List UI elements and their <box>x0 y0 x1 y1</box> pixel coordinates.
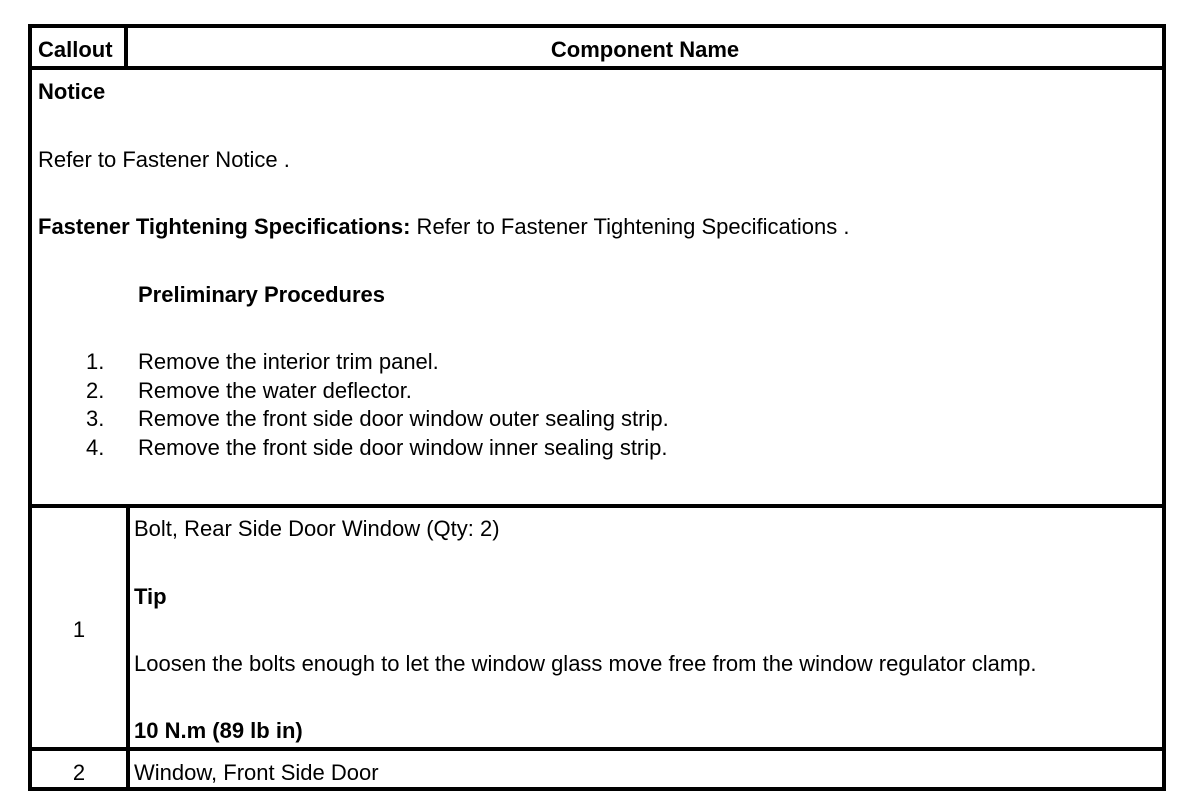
header-component-name: Component Name <box>550 37 740 62</box>
header-callout: Callout <box>38 37 113 62</box>
component-name: Window, Front Side Door <box>134 760 379 785</box>
fastener-specs-line <box>38 214 849 240</box>
tip-text: Loosen the bolts enough to let the window glass move free from the window regulator clamp. <box>134 651 1037 676</box>
tip-title: Tip <box>134 584 167 609</box>
callout-number: 2 <box>72 760 86 785</box>
step-number: 3. <box>86 406 105 431</box>
step-text: Remove the front side door window outer sealing strip. <box>138 406 669 431</box>
step-text: Remove the water deflector. <box>138 378 412 403</box>
step-number: 2. <box>86 378 105 403</box>
fastener-specs-label: Fastener Tightening Specifications: <box>38 214 411 239</box>
notice-title: Notice <box>38 79 106 104</box>
torque-spec: 10 N.m (89 lb in) <box>134 718 303 743</box>
component-name: Bolt, Rear Side Door Window (Qty: 2) <box>134 516 500 541</box>
preliminary-procedures-title: Preliminary Procedures <box>138 282 386 307</box>
step-number: 1. <box>86 349 105 374</box>
fastener-specs-text: Refer to Fastener Tightening Specifications . <box>410 214 850 239</box>
row-divider <box>32 747 1162 751</box>
notice-refer-text: Refer to Fastener Notice . <box>38 147 290 172</box>
component-table <box>28 24 1166 791</box>
callout-number: 1 <box>72 617 86 642</box>
header-divider <box>32 66 1162 70</box>
step-number: 4. <box>86 435 105 460</box>
step-text: Remove the interior trim panel. <box>138 349 439 374</box>
notice-divider <box>32 504 1162 508</box>
step-text: Remove the front side door window inner sealing strip. <box>138 435 668 460</box>
